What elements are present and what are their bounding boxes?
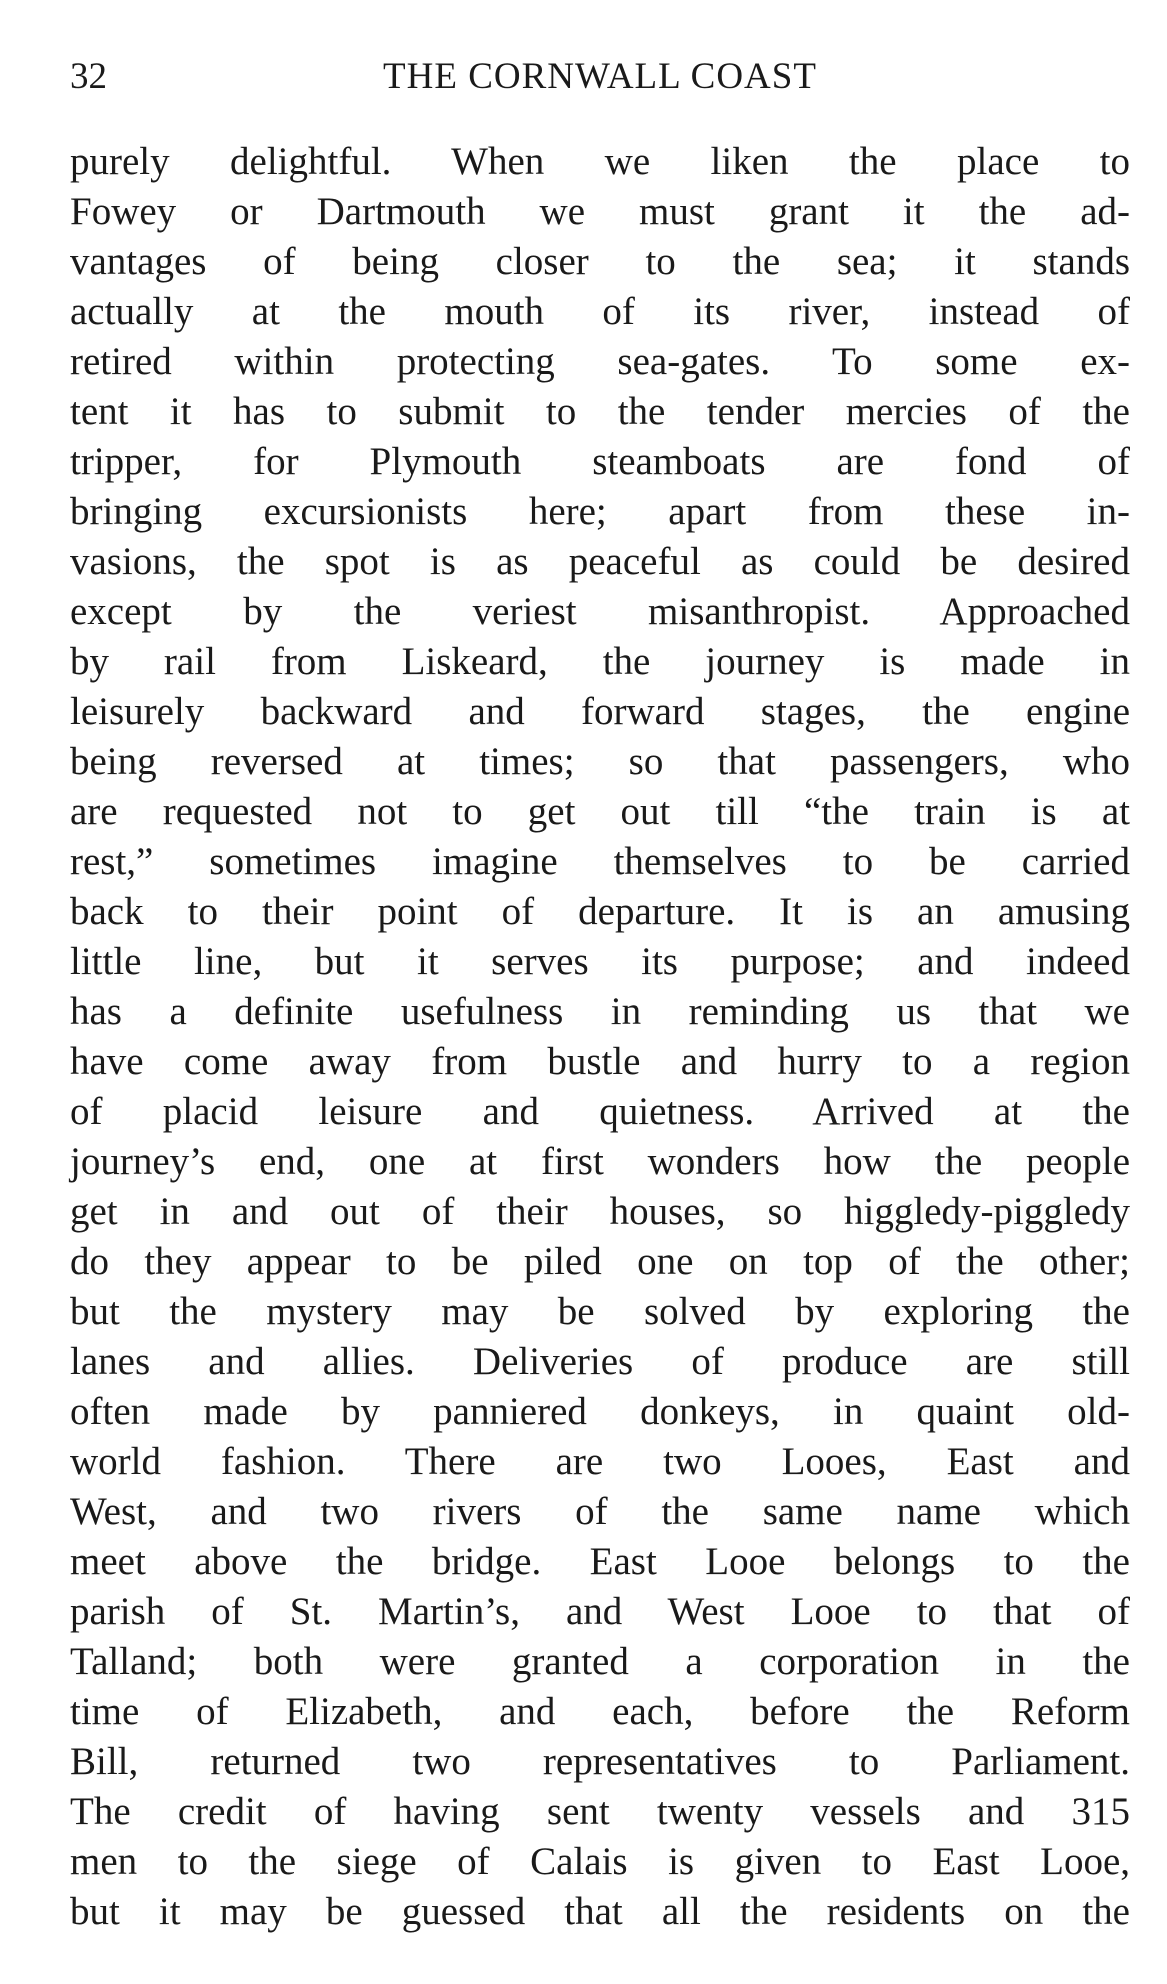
text-line: of placid leisure and quietness. Arrived at the xyxy=(70,1090,1130,1133)
text-line: has a definite usefulness in reminding us that we xyxy=(70,990,1130,1033)
text-line: do they appear to be piled one on top of the other; xyxy=(70,1240,1130,1283)
text-line: time of Elizabeth, and each, before the Reform xyxy=(70,1690,1130,1733)
text-line: parish of St. Martin’s, and West Looe to that of xyxy=(70,1590,1130,1633)
text-line: have come away from bustle and hurry to a region xyxy=(70,1040,1130,1083)
text-line: often made by panniered donkeys, in quaint old- xyxy=(70,1390,1130,1433)
text-line: except by the veriest misanthropist. Approached xyxy=(70,590,1130,633)
page-header xyxy=(70,52,1130,112)
text-line: world fashion. There are two Looes, East and xyxy=(70,1440,1130,1483)
text-line: but the mystery may be solved by exploring the xyxy=(70,1290,1130,1333)
text-line: purely delightful. When we liken the place to xyxy=(70,140,1130,183)
text-line: rest,” sometimes imagine themselves to be carried xyxy=(70,840,1130,883)
text-line: actually at the mouth of its river, instead of xyxy=(70,290,1130,333)
text-line: are requested not to get out till “the train is at xyxy=(70,790,1130,833)
text-line: journey’s end, one at first wonders how the people xyxy=(70,1140,1130,1183)
text-line: bringing excursionists here; apart from these in- xyxy=(70,490,1130,533)
text-line: Talland; both were granted a corporation in the xyxy=(70,1640,1130,1683)
text-line: The credit of having sent twenty vessels and 315 xyxy=(70,1790,1130,1833)
text-line: tripper, for Plymouth steamboats are fond of xyxy=(70,440,1130,483)
text-line: West, and two rivers of the same name which xyxy=(70,1490,1130,1533)
text-line: back to their point of departure. It is an amusing xyxy=(70,890,1130,933)
text-line: Fowey or Dartmouth we must grant it the ad- xyxy=(70,190,1130,233)
text-line: being reversed at times; so that passengers, who xyxy=(70,740,1130,783)
text-line: retired within protecting sea-gates. To some ex- xyxy=(70,340,1130,383)
text-line: lanes and allies. Deliveries of produce are still xyxy=(70,1340,1130,1383)
text-line: by rail from Liskeard, the journey is made in xyxy=(70,640,1130,683)
page-number: 32 xyxy=(70,56,107,97)
text-line: Bill, returned two representatives to Parliament. xyxy=(70,1740,1130,1783)
text-line: get in and out of their houses, so higgledy-piggledy xyxy=(70,1190,1130,1233)
text-line: vantages of being closer to the sea; it stands xyxy=(70,240,1130,283)
text-line: meet above the bridge. East Looe belongs to the xyxy=(70,1540,1130,1583)
text-line: little line, but it serves its purpose; and indeed xyxy=(70,940,1130,983)
text-line: tent it has to submit to the tender mercies of the xyxy=(70,390,1130,433)
text-line: leisurely backward and forward stages, the engine xyxy=(70,690,1130,733)
text-line: but it may be guessed that all the residents on the xyxy=(70,1890,1130,1933)
body-text xyxy=(70,137,1130,1937)
running-head: THE CORNWALL COAST xyxy=(383,56,817,97)
text-line: men to the siege of Calais is given to East Looe, xyxy=(70,1840,1130,1883)
text-line: vasions, the spot is as peaceful as could be desired xyxy=(70,540,1130,583)
